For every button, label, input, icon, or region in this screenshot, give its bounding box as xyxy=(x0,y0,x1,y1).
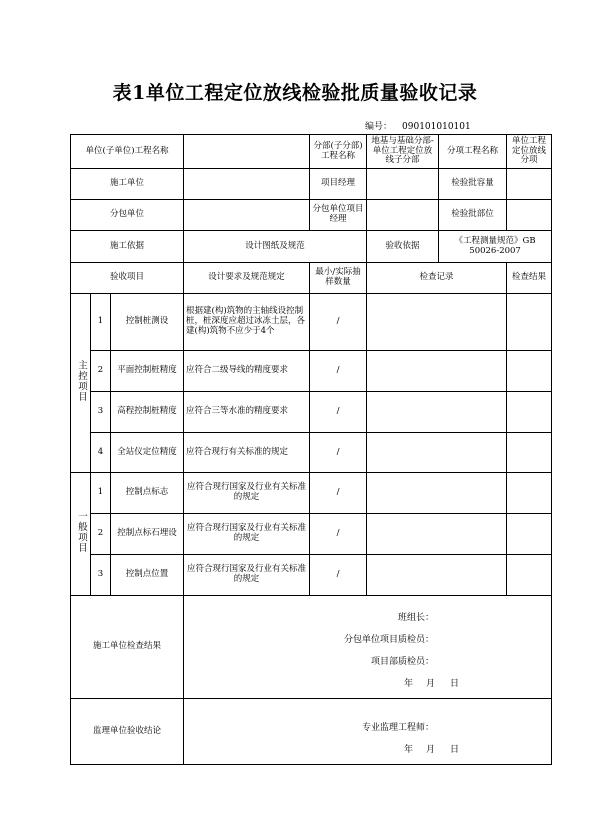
code-value: 090101010101 xyxy=(402,122,471,132)
item-result[interactable] xyxy=(507,294,552,351)
batch-capacity-value[interactable] xyxy=(507,169,552,200)
item-project-value[interactable]: 单位工程定位放线分项 xyxy=(507,135,552,169)
item-project-label: 分项工程名称 xyxy=(439,135,507,169)
item-record[interactable] xyxy=(367,351,507,392)
table-row xyxy=(71,473,552,514)
page-title: 表1单位工程定位放线检验批质量验收记录 xyxy=(112,82,478,104)
col-sample: 最小/实际抽样数量 xyxy=(310,263,367,294)
constructor-value[interactable] xyxy=(184,169,310,200)
item-requirement: 应符合现行有关标准的规定 xyxy=(184,433,310,473)
sub-project-label: 分部(子分部)工程名称 xyxy=(310,135,367,169)
batch-capacity-label: 检验批容量 xyxy=(439,169,507,200)
project-inspector-label: 项目部质检员： xyxy=(371,657,435,667)
day-label: 日 xyxy=(450,745,460,755)
project-manager-label: 项目经理 xyxy=(310,169,367,200)
item-requirement: 应符合现行国家及行业有关标准的规定 xyxy=(184,473,310,514)
construction-check-label: 施工单位检查结果 xyxy=(71,596,184,699)
day-label: 日 xyxy=(450,679,460,689)
subcontractor-label: 分包单位 xyxy=(71,200,184,231)
code-label: 编号： xyxy=(365,122,393,132)
constructor-label: 施工单位 xyxy=(71,169,184,200)
item-sample[interactable]: / xyxy=(310,294,367,351)
month-label: 月 xyxy=(426,679,436,689)
supervision-engineer-label: 专业监理工程师： xyxy=(362,723,435,733)
unit-project-label: 单位(子单位)工程名称 xyxy=(71,135,184,169)
item-no: 1 xyxy=(91,473,111,514)
item-record[interactable] xyxy=(367,433,507,473)
item-result[interactable] xyxy=(507,433,552,473)
batch-location-label: 检验批部位 xyxy=(439,200,507,231)
table-row xyxy=(71,514,552,555)
item-no: 4 xyxy=(91,433,111,473)
item-result[interactable] xyxy=(507,514,552,555)
sub-project-value[interactable]: 地基与基础分部-单位工程定位放线子分部 xyxy=(367,135,439,169)
project-manager-value[interactable] xyxy=(367,169,439,200)
col-result: 检查结果 xyxy=(507,263,552,294)
item-record[interactable] xyxy=(367,514,507,555)
item-requirement: 应符合现行国家及行业有关标准的规定 xyxy=(184,555,310,596)
basis-label: 施工依据 xyxy=(71,231,184,263)
item-requirement: 根据建(构)筑物的主轴线设控制桩，桩深度应超过冰冻土层，各建(构)筑物不应少于4个 xyxy=(184,294,310,351)
item-record[interactable] xyxy=(367,473,507,514)
team-leader-label: 班组长： xyxy=(398,613,435,623)
item-no: 3 xyxy=(91,392,111,433)
item-result[interactable] xyxy=(507,473,552,514)
item-no: 2 xyxy=(91,351,111,392)
table-row xyxy=(71,555,552,596)
general-group-label: 一般项目 xyxy=(71,473,91,596)
sub-manager-label: 分包单位项目经理 xyxy=(310,200,367,231)
table-row xyxy=(71,392,552,433)
item-name: 控制点标志 xyxy=(111,473,184,514)
item-result[interactable] xyxy=(507,392,552,433)
item-sample[interactable]: / xyxy=(310,351,367,392)
construction-check-signatures[interactable] xyxy=(184,596,552,699)
item-no: 2 xyxy=(91,514,111,555)
item-requirement: 应符合三等水准的精度要求 xyxy=(184,392,310,433)
main-group-label: 主控项目 xyxy=(71,294,91,473)
item-sample[interactable]: / xyxy=(310,392,367,433)
item-name: 控制点标石埋设 xyxy=(111,514,184,555)
item-no: 3 xyxy=(91,555,111,596)
sub-manager-value[interactable] xyxy=(367,200,439,231)
item-requirement: 应符合二级导线的精度要求 xyxy=(184,351,310,392)
item-sample[interactable]: / xyxy=(310,473,367,514)
item-no: 1 xyxy=(91,294,111,351)
subcontractor-value[interactable] xyxy=(184,200,310,231)
item-record[interactable] xyxy=(367,294,507,351)
col-requirement: 设计要求及规范规定 xyxy=(184,263,310,294)
month-label: 月 xyxy=(426,745,436,755)
sub-inspector-label: 分包单位项目质检员： xyxy=(344,635,435,645)
acceptance-basis-label: 验收依据 xyxy=(367,231,439,263)
table-row xyxy=(71,294,552,351)
table-row xyxy=(71,433,552,473)
item-name: 控制点位置 xyxy=(111,555,184,596)
item-requirement: 应符合现行国家及行业有关标准的规定 xyxy=(184,514,310,555)
col-item: 验收项目 xyxy=(71,263,184,294)
supervision-signatures[interactable] xyxy=(184,699,552,765)
form-code xyxy=(365,119,471,132)
col-record: 检查记录 xyxy=(367,263,507,294)
item-record[interactable] xyxy=(367,555,507,596)
acceptance-basis-value[interactable]: 《工程测量规范》GB 50026-2007 xyxy=(439,231,552,263)
item-name: 高程控制桩精度 xyxy=(111,392,184,433)
item-name: 控制桩测设 xyxy=(111,294,184,351)
batch-location-value[interactable] xyxy=(507,200,552,231)
inspection-form xyxy=(70,134,552,765)
supervision-label: 监理单位验收结论 xyxy=(71,699,184,765)
year-label: 年 xyxy=(404,745,414,755)
item-record[interactable] xyxy=(367,392,507,433)
unit-project-value[interactable] xyxy=(184,135,310,169)
item-sample[interactable]: / xyxy=(310,433,367,473)
basis-value[interactable]: 设计图纸及规范 xyxy=(184,231,367,263)
table-row xyxy=(71,351,552,392)
item-name: 全站仪定位精度 xyxy=(111,433,184,473)
year-label: 年 xyxy=(404,679,414,689)
item-result[interactable] xyxy=(507,555,552,596)
item-name: 平面控制桩精度 xyxy=(111,351,184,392)
item-sample[interactable]: / xyxy=(310,514,367,555)
item-result[interactable] xyxy=(507,351,552,392)
item-sample[interactable]: / xyxy=(310,555,367,596)
